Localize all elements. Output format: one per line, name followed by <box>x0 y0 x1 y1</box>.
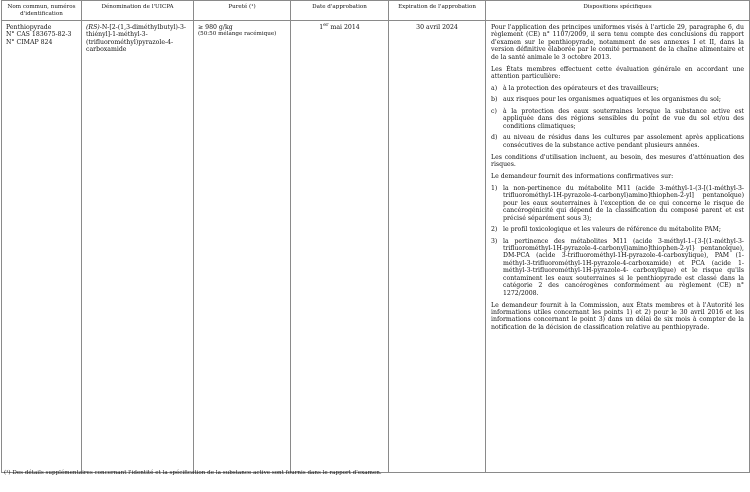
header-approval-date: Date d'approbation <box>291 1 389 21</box>
list-item-label: c) <box>491 107 497 115</box>
cell-specific-provisions <box>486 20 750 472</box>
list-item-text: au niveau de résidus dans les cultures par assolement après applications consécutives de la substance active pendant plusieurs années. <box>503 134 744 149</box>
list-item <box>491 226 744 233</box>
cell-purity <box>194 20 291 472</box>
list-item-text: le profil toxicologique et les valeurs de référence du métabolite PAM; <box>503 226 721 234</box>
list-item-label: a) <box>491 85 498 93</box>
header-purity: Pureté (¹) <box>194 1 291 21</box>
attention-list <box>491 85 744 149</box>
approval-month-year: mai 2014 <box>328 23 360 31</box>
list-item <box>491 238 744 298</box>
list-item-label: b) <box>491 96 498 104</box>
purity-note: (50:50 mélange racémique) <box>198 31 277 38</box>
list-item <box>491 185 744 222</box>
purity-value: ≥ 980 g/kg <box>198 23 233 31</box>
provision-paragraph-3: Les conditions d'utilisation incluent, au besoin, des mesures d'atténuation des risques. <box>491 153 744 169</box>
list-item-text: à la protection des eaux souterraines lorsque la substance active est appliquée dans des régions sensibles du point de vue du sol et/ou des conditions climatiques; <box>503 107 744 130</box>
provision-paragraph-2: Les États membres effectuent cette évaluation générale en accordant une attention particulière: <box>491 65 744 81</box>
list-item <box>491 85 744 92</box>
approval-day: 1 <box>319 23 324 31</box>
list-item-label: d) <box>491 134 498 142</box>
common-name: Penthiopyrade <box>6 23 52 31</box>
cell-approval-date <box>291 20 389 472</box>
provision-paragraph-1: Pour l'application des principes uniformes visés à l'article 29, paragraphe 6, du règlement (CE) n° 1107/2009, il sera tenu compte des conclusions du rapport d'examen sur le penthiopyrade, notamment de ses annexes I et II, dans la version définitive élaborée par le comité permanent de la chaîne alimentaire et de la santé animale le 3 octobre 2013. <box>491 23 744 61</box>
substance-table <box>1 0 750 473</box>
approval-day-suffix: er <box>323 21 329 28</box>
list-item-text: la pertinence des métabolites M11 (acide 3-méthyl-1-{3-[(1-méthyl-3-trifluorométhyl-1H-pyrazole-4-carbonyl)amino]thiophen-2-yl} pentanoïque), DM-PCA (acide 3-trifluorométhyl-1H-pyrazole-4-carboxylique), PAM (1-méthyl-3-trifluorométhyl-1H-pyrazole-4-carboxamide) et PCA (acide 1-méthyl-3-trifluorométhyl-1H-pyrazole-4- carboxylique) et le risque qu'ils contaminent les eaux souterraines si le penthiopyrade est classé dans la catégorie 2 des cancérogènes conformément au règlement (CE) n° 1272/2008. <box>503 237 744 297</box>
footnote: (¹) Des détails supplémentaires concernant l'identité et la spécification de la substance active sont fournis dans le rapport d'examen. <box>4 470 382 476</box>
list-item-text: à la protection des opérateurs et des travailleurs; <box>503 85 659 93</box>
list-item <box>491 96 744 103</box>
table-row <box>2 20 750 472</box>
iupac-stereo-prefix: (RS) <box>86 23 100 31</box>
cell-iupac-name <box>82 20 194 472</box>
table-header-row <box>2 1 750 21</box>
provision-paragraph-4: Le demandeur fournit des informations confirmatives sur: <box>491 172 674 180</box>
list-item <box>491 108 744 130</box>
list-item-text: aux risques pour les organismes aquatiques et les organismes du sol; <box>503 96 721 104</box>
expiration-date: 30 avril 2024 <box>416 23 458 31</box>
confirmatory-info-list <box>491 185 744 297</box>
cell-common-name <box>2 20 82 472</box>
header-expiration-date: Expiration de l'approbation <box>389 1 486 21</box>
cas-number: N° CAS 183675-82-3 <box>6 31 72 39</box>
iupac-name: -N-[2-(1,3-diméthylbutyl)-3-thiényl]-1-méthyl-3-(trifluorométhyl)pyrazole-4-carboxamide <box>86 23 186 54</box>
provision-paragraph-5: Le demandeur fournit à la Commission, aux États membres et à l'Autorité les informations utiles concernant les points 1) et 2) pour le 30 avril 2016 et les informations concernant le point 3) dans un délai de six mois à compter de la notification de la décision de classification relative au penthiopyrade. <box>491 301 744 331</box>
header-common-name: Nom commun, numéros d'identification <box>2 1 82 21</box>
cell-expiration-date <box>389 20 486 472</box>
header-iupac-name: Dénomination de l'UICPA <box>82 1 194 21</box>
header-specific-provisions: Dispositions spécifiques <box>486 1 750 21</box>
list-item-text: la non-pertinence du métabolite M11 (acide 3-méthyl-1-(3-[(1-méthyl-3-trifluorométhyl-1H-pyrazole-4-carbonyl)amino]thiophen-2-yl] pentanoïque) pour les eaux souterraines à l'exception de ce qui concerne le risque de cancérogénicité qui dépend de la classification du composé parent et est précisé séparément sous 3); <box>503 184 744 222</box>
list-item-label: 1) <box>491 184 498 192</box>
cimap-number: N° CIMAP 824 <box>6 38 53 46</box>
list-item-label: 2) <box>491 226 498 234</box>
list-item-label: 3) <box>491 237 498 245</box>
list-item <box>491 134 744 149</box>
